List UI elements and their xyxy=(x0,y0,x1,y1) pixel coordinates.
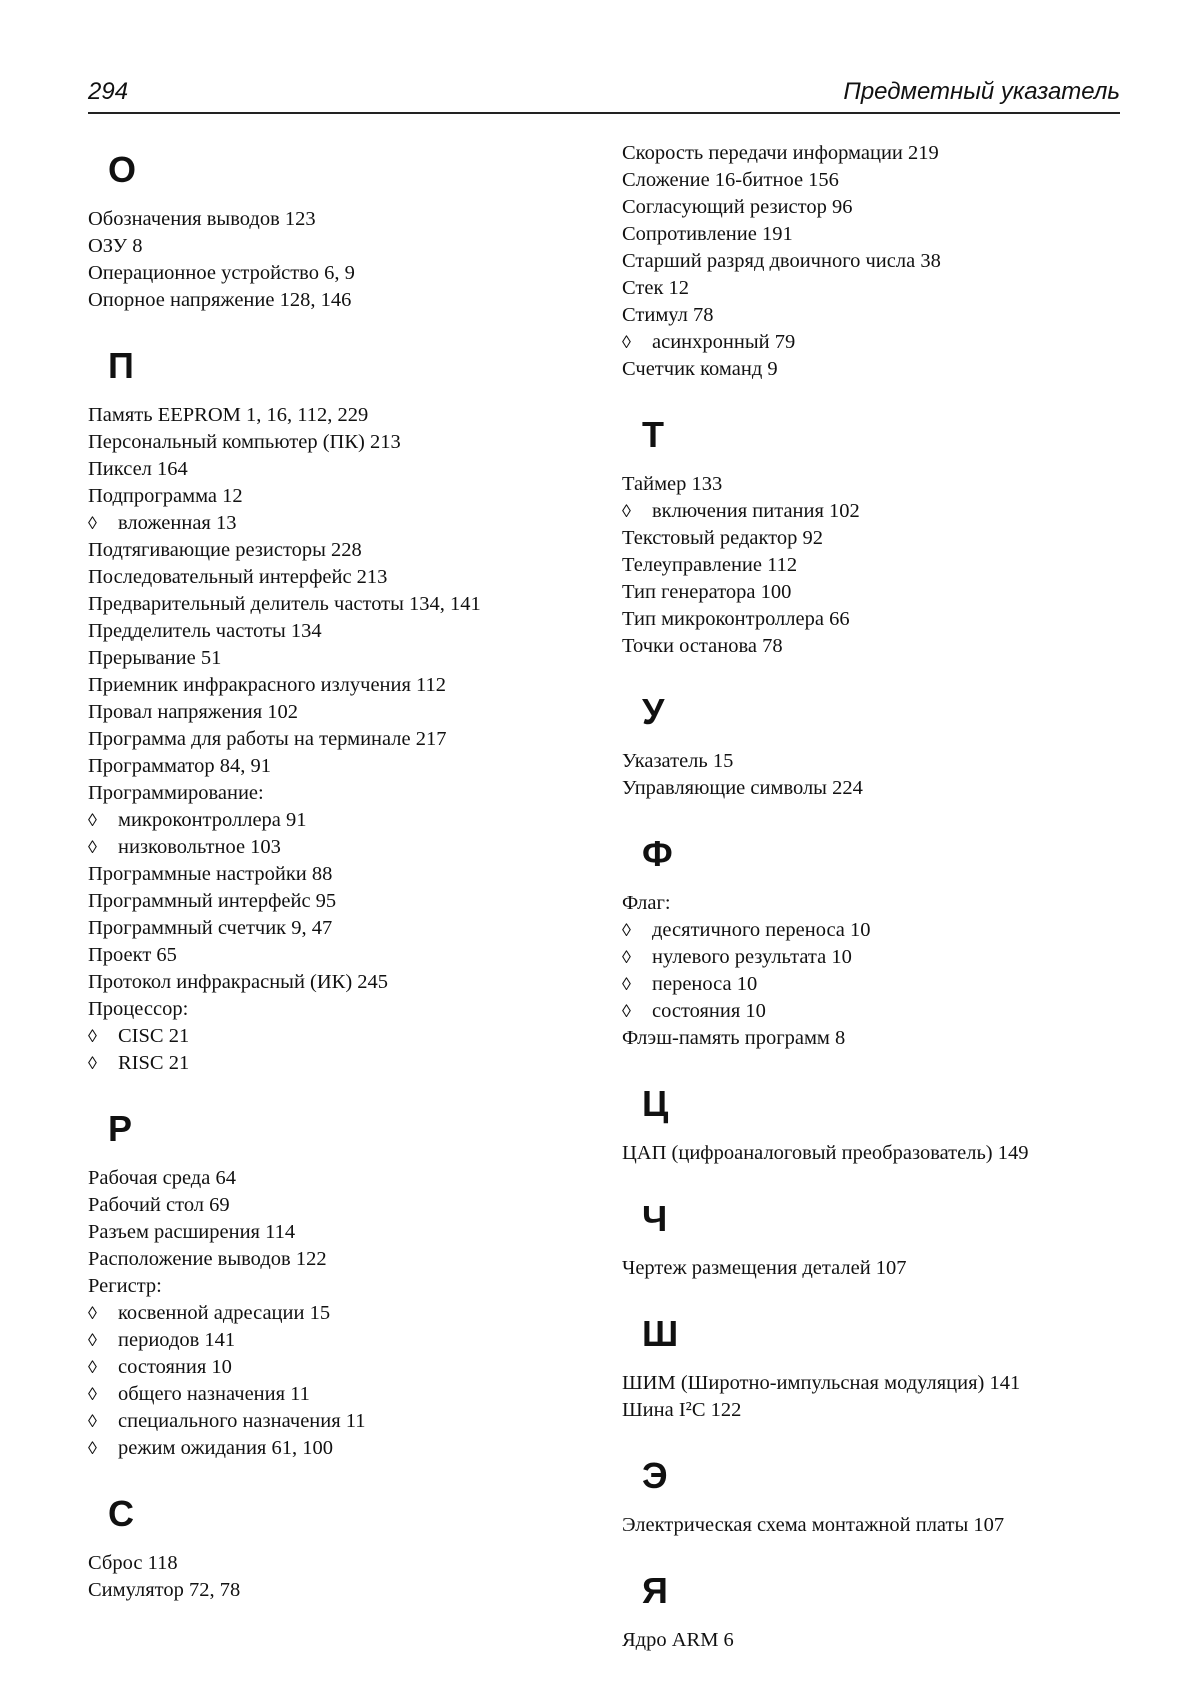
index-entry: Сброс 118 xyxy=(88,1552,178,1574)
section-gap xyxy=(622,383,1142,405)
index-entry: Рабочая среда 64 xyxy=(88,1167,236,1189)
index-subentry: ◊ специального назначения 11 xyxy=(88,1408,608,1435)
section-gap xyxy=(622,1282,1142,1304)
index-entry: Текстовый редактор 92 xyxy=(622,527,823,549)
index-subentry: ◊ переноса 10 xyxy=(622,971,1142,998)
index-section xyxy=(622,1082,1142,1189)
page-number: 294 xyxy=(88,78,129,105)
index-entry: Обозначения выводов 123 xyxy=(88,208,316,230)
entry-list xyxy=(622,890,1142,1052)
index-entry: Электрическая схема монтажной платы 107 xyxy=(622,1514,1005,1536)
entry-list xyxy=(622,140,1142,383)
index-entry: Подтягивающие резисторы 228 xyxy=(88,539,362,561)
index-section xyxy=(622,1197,1142,1304)
index-entry: Проект 65 xyxy=(88,944,177,966)
index-entry: ШИМ (Широтно-импульсная модуляция) 141 xyxy=(622,1372,1021,1394)
index-section xyxy=(88,1107,608,1484)
section-letter: Ш xyxy=(642,1313,679,1354)
section-gap xyxy=(622,802,1142,824)
index-entry: Точки останова 78 xyxy=(622,635,783,657)
index-entry: Управляющие символы 224 xyxy=(622,777,863,799)
index-section xyxy=(88,344,608,1099)
section-gap xyxy=(622,1052,1142,1074)
index-subentry: ◊ CISC 21 xyxy=(88,1023,608,1050)
index-subentry: ◊ периодов 141 xyxy=(88,1327,608,1354)
index-subentry: ◊ состояния 10 xyxy=(88,1354,608,1381)
index-entry: ОЗУ 8 xyxy=(88,235,143,257)
section-letter: У xyxy=(642,691,665,732)
entry-list xyxy=(622,1512,1142,1539)
index-entry: Программирование: xyxy=(88,782,264,804)
section-letter: О xyxy=(108,149,137,190)
section-letter: П xyxy=(108,345,134,386)
index-section xyxy=(622,140,1142,405)
index-entry: Флаг: xyxy=(622,892,671,914)
index-entry: Расположение выводов 122 xyxy=(88,1248,327,1270)
index-subentry: ◊ режим ожидания 61, 100 xyxy=(88,1435,608,1462)
index-entry: Сложение 16-битное 156 xyxy=(622,169,839,191)
index-section xyxy=(622,832,1142,1074)
index-entry: Провал напряжения 102 xyxy=(88,701,299,723)
index-entry: Старший разряд двоичного числа 38 xyxy=(622,250,941,272)
section-gap xyxy=(88,1077,608,1099)
index-entry: Скорость передачи информации 219 xyxy=(622,142,939,164)
index-column-left xyxy=(88,140,608,1604)
index-entry: Процессор: xyxy=(88,998,189,1020)
index-entry: Тип микроконтроллера 66 xyxy=(622,608,850,630)
index-entry: Тип генератора 100 xyxy=(622,581,792,603)
index-entry: Симулятор 72, 78 xyxy=(88,1579,241,1601)
index-entry: Счетчик команд 9 xyxy=(622,358,778,380)
index-entry: Регистр: xyxy=(88,1275,162,1297)
index-subentry: ◊ асинхронный 79 xyxy=(622,329,1142,356)
index-entry: Приемник инфракрасного излучения 112 xyxy=(88,674,447,696)
entry-list xyxy=(622,1627,1142,1654)
entry-list xyxy=(88,1550,608,1604)
index-entry: ЦАП (цифроаналоговый преобразователь) 149 xyxy=(622,1142,1029,1164)
index-entry: Программатор 84, 91 xyxy=(88,755,271,777)
section-letter: Ч xyxy=(642,1198,668,1239)
index-section xyxy=(622,1569,1142,1654)
index-section xyxy=(622,690,1142,824)
index-entry: Прерывание 51 xyxy=(88,647,222,669)
running-title: Предметный указатель xyxy=(843,78,1120,105)
index-entry: Память EEPROM 1, 16, 112, 229 xyxy=(88,404,369,426)
section-gap xyxy=(88,1462,608,1484)
index-section xyxy=(88,148,608,336)
index-entry: Программный интерфейс 95 xyxy=(88,890,337,912)
section-gap xyxy=(88,314,608,336)
index-section xyxy=(622,1312,1142,1446)
index-entry: Ядро ARM 6 xyxy=(622,1629,734,1651)
section-letter: С xyxy=(108,1493,134,1534)
entry-list xyxy=(622,1255,1142,1282)
index-entry: Предделитель частоты 134 xyxy=(88,620,322,642)
index-subentry: ◊ микроконтроллера 91 xyxy=(88,807,608,834)
index-entry: Операционное устройство 6, 9 xyxy=(88,262,355,284)
entry-list xyxy=(88,402,608,1077)
index-section xyxy=(88,1492,608,1604)
section-letter: Т xyxy=(642,414,664,455)
index-entry: Стек 12 xyxy=(622,277,690,299)
index-entry: Программные настройки 88 xyxy=(88,863,333,885)
index-entry: Указатель 15 xyxy=(622,750,734,772)
index-entry: Разъем расширения 114 xyxy=(88,1221,296,1243)
index-entry: Предварительный делитель частоты 134, 141 xyxy=(88,593,481,615)
index-section xyxy=(622,1454,1142,1561)
index-entry: Флэш-память программ 8 xyxy=(622,1027,846,1049)
index-entry: Телеуправление 112 xyxy=(622,554,798,576)
entry-list xyxy=(622,471,1142,660)
index-entry: Программа для работы на терминале 217 xyxy=(88,728,447,750)
section-gap xyxy=(622,660,1142,682)
index-subentry: ◊ вложенная 13 xyxy=(88,510,608,537)
index-section xyxy=(622,413,1142,682)
index-entry: Чертеж размещения деталей 107 xyxy=(622,1257,907,1279)
index-subentry: ◊ десятичного переноса 10 xyxy=(622,917,1142,944)
section-gap xyxy=(622,1167,1142,1189)
index-entry: Шина I²C 122 xyxy=(622,1399,742,1421)
index-subentry: ◊ нулевого результата 10 xyxy=(622,944,1142,971)
section-letter: Р xyxy=(108,1108,133,1149)
index-column-right xyxy=(622,140,1142,1654)
index-entry: Протокол инфракрасный (ИК) 245 xyxy=(88,971,389,993)
index-entry: Сопротивление 191 xyxy=(622,223,793,245)
section-gap xyxy=(622,1539,1142,1561)
index-subentry: ◊ состояния 10 xyxy=(622,998,1142,1025)
entry-list xyxy=(622,1370,1142,1424)
page-header xyxy=(88,78,1120,114)
index-entry: Последовательный интерфейс 213 xyxy=(88,566,388,588)
index-entry: Стимул 78 xyxy=(622,304,714,326)
index-entry: Опорное напряжение 128, 146 xyxy=(88,289,352,311)
index-subentry: ◊ RISC 21 xyxy=(88,1050,608,1077)
entry-list xyxy=(88,1165,608,1462)
section-letter: Ц xyxy=(642,1083,669,1124)
index-subentry: ◊ косвенной адресации 15 xyxy=(88,1300,608,1327)
index-entry: Персональный компьютер (ПК) 213 xyxy=(88,431,401,453)
index-entry: Рабочий стол 69 xyxy=(88,1194,230,1216)
index-subentry: ◊ низковольтное 103 xyxy=(88,834,608,861)
index-subentry: ◊ общего назначения 11 xyxy=(88,1381,608,1408)
index-entry: Таймер 133 xyxy=(622,473,723,495)
section-letter: Ф xyxy=(642,833,673,874)
index-entry: Программный счетчик 9, 47 xyxy=(88,917,333,939)
index-entry: Подпрограмма 12 xyxy=(88,485,243,507)
section-gap xyxy=(622,1424,1142,1446)
entry-list xyxy=(622,748,1142,802)
section-letter: Я xyxy=(642,1570,668,1611)
section-letter: Э xyxy=(642,1455,668,1496)
entry-list xyxy=(88,206,608,314)
index-entry: Пиксел 164 xyxy=(88,458,188,480)
index-subentry: ◊ включения питания 102 xyxy=(622,498,1142,525)
entry-list xyxy=(622,1140,1142,1167)
index-entry: Согласующий резистор 96 xyxy=(622,196,853,218)
